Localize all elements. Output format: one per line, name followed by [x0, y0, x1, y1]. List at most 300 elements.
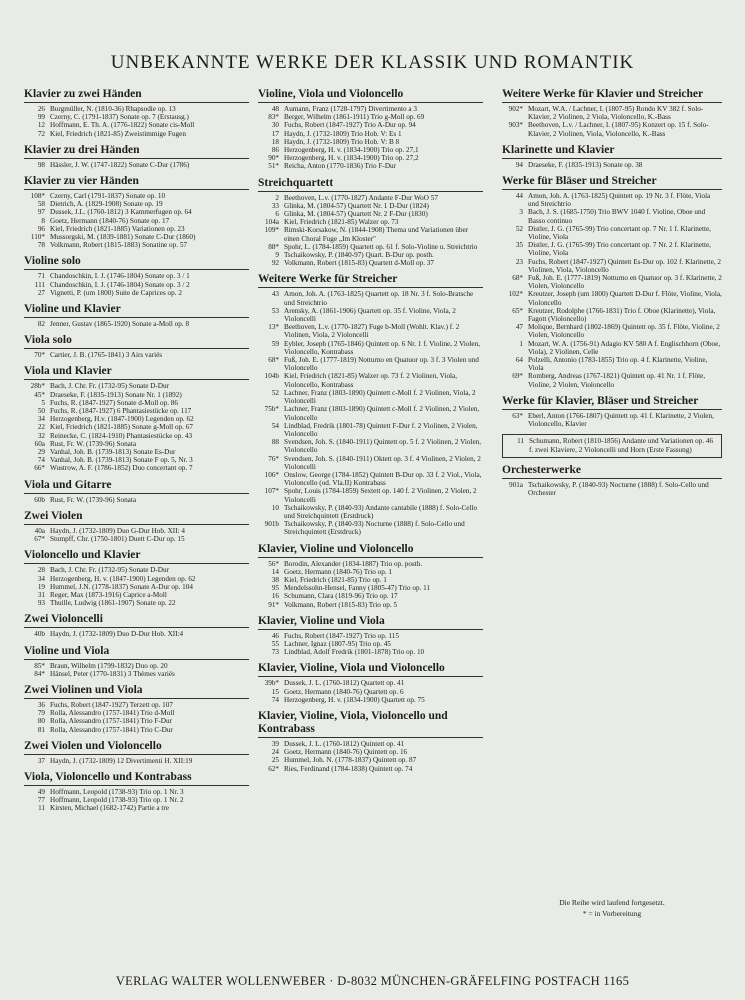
catalog-entry — [24, 399, 249, 407]
entry-text: Hummel, Joh. N. (1778-1837) Quintett op. 87 — [284, 756, 417, 765]
catalog-entry — [502, 323, 722, 339]
catalog-entry — [258, 592, 483, 600]
catalog-entry — [258, 210, 483, 218]
catalog-entry — [258, 356, 483, 372]
entry-text: Glinka, M. (1804-57) Quartett Nr. 2 F-Dur (1830) — [284, 210, 428, 219]
entry-number: 74 — [271, 695, 279, 704]
entry-text: Fuchs, R. (1847-1927) 6 Phantasiestücke op. 117 — [50, 407, 192, 416]
catalog-entry — [24, 591, 249, 599]
catalog-entry — [258, 259, 483, 267]
entry-text: Hässler, J. W. (1747-1822) Sonate C-Dur (1786) — [50, 160, 190, 169]
entry-text: Haydn, J. (1732-1809) Trio Hob. V: B 8 — [284, 137, 400, 146]
entry-number: 28b* — [30, 382, 45, 391]
entry-number: 79 — [37, 709, 45, 718]
catalog-entry — [24, 566, 249, 574]
entry-text: Polzelli, Antonio (1783-1855) Trio op. 4 f. Klarinette, Violine, Viola — [528, 356, 708, 373]
catalog-entry — [24, 709, 249, 717]
entry-number: 68* — [268, 356, 279, 365]
entry-text: Haydn, J. (1732-1809) Duo D-Dur Hob. XII:4 — [50, 630, 184, 639]
catalog-entry — [258, 372, 483, 388]
catalog-entry — [24, 575, 249, 583]
catalog-entry — [258, 576, 483, 584]
entry-text: Molique, Bernhard (1802-1869) Quintett op. 35 f. Flöte, Violine, 2 Violen, Violoncello — [528, 323, 720, 340]
catalog-entry — [258, 340, 483, 356]
entry-text: Rolla, Alessandro (1757-1841) Trio F-Dur — [50, 717, 172, 726]
entry-number: 901b — [264, 520, 279, 529]
catalog-entry — [258, 756, 483, 764]
entry-text: Bach, J. Chr. Fr. (1732-95) Sonate D-Dur — [50, 382, 169, 391]
entry-text: Tschaikowsky, P. (1840-97) Quart. B-Dur op. posth. — [284, 251, 434, 260]
catalog-entry — [24, 717, 249, 725]
entry-number: 70* — [34, 351, 45, 360]
catalog-entry — [258, 154, 483, 162]
entry-number: 30 — [271, 121, 279, 130]
catalog-entry — [258, 438, 483, 454]
entry-text: Fuchs, Robert (1847-1927) Trio op. 115 — [284, 631, 399, 640]
entry-text: Lachner, Franz (1803-1890) Quintett c-Moll f. 2 Violinen, Viola, 2 Violoncelli — [284, 388, 476, 406]
catalog-entry — [24, 535, 249, 543]
catalog-entry — [258, 765, 483, 773]
entry-number: 25 — [271, 756, 279, 765]
catalog-entry — [24, 456, 249, 464]
entry-text: Haydn, J. (1732-1809) Duo G-Dur Hob. XII: 4 — [50, 526, 185, 535]
series-note: Die Reihe wird laufend fortgesetzt. — [559, 898, 665, 907]
section-title: Viola solo — [24, 334, 249, 349]
catalog-entry — [24, 233, 249, 241]
catalog-section — [24, 740, 249, 765]
catalog-section — [502, 464, 722, 497]
entry-number: 49 — [37, 787, 45, 796]
entry-number: 40b — [34, 630, 45, 639]
entry-number: 84* — [34, 669, 45, 678]
entry-text: Stumpff, Chr. (1750-1801) Duett C-Dur op. 15 — [50, 535, 185, 544]
entry-number: 43 — [271, 290, 279, 299]
catalog-entry — [24, 432, 249, 440]
entry-text: Rust, Fr. W. (1739-96) Sonata — [50, 495, 137, 504]
catalog-section — [258, 710, 483, 773]
entry-text: Kirsten, Michael (1682-1742) Partie a tre — [50, 804, 169, 813]
catalog-entry — [24, 130, 249, 138]
entry-text: Volkmann, Robert (1815-83) Quartett d-Moll op. 37 — [284, 259, 434, 268]
catalog-column-1 — [24, 88, 249, 819]
entry-text: Mozart, W.A. / Lachner, I. (1807-95) Rondo KV 382 f. Solo-Klavier, 2 Violinen, 2 Viola, Violoncello, K.-Bass — [528, 105, 704, 122]
catalog-entry — [24, 105, 249, 113]
catalog-entry — [24, 583, 249, 591]
entry-number: 77 — [37, 796, 45, 805]
entry-text: Beethoven, L.v. (1770-1827) Fuge b-Moll (Wohlt. Klav.) f. 2 Violinen, Viola, 2 Violoncelli — [284, 323, 460, 340]
entry-text: Reicha, Anton (1770-1836) Trio F-Dur — [284, 162, 397, 171]
entry-number: 34 — [37, 574, 45, 583]
entry-number: 1 — [519, 339, 523, 348]
catalog-entry — [258, 487, 483, 503]
entry-text: Amon, Joh. A. (1763-1825) Quintett op. 19 Nr. 3 f. Flöte, Viola und Streichtrio — [528, 192, 711, 209]
entry-number: 22 — [37, 423, 45, 432]
catalog-section — [24, 255, 249, 297]
entry-text: Spohr, Louis (1784-1859) Sextett op. 140 f. 2 Violinen, 2 Violen, 2 Violoncelli — [284, 487, 477, 504]
entry-number: 60b — [34, 495, 45, 504]
section-title: Zwei Violinen und Viola — [24, 684, 249, 699]
entry-number: 104a — [265, 218, 279, 227]
entry-number: 90* — [268, 154, 279, 163]
entry-text: Kreutzer, Rodolphe (1766-1831) Trio f. Oboe (Klarinette), Viola, Fagott (Violoncello) — [528, 306, 716, 324]
entry-text: Haydn, J. (1732-1809) 12 Divertimenti H. XII:19 — [50, 756, 193, 765]
entry-number: 46 — [271, 631, 279, 640]
entry-number: 67* — [34, 535, 45, 544]
entry-number: 85* — [34, 661, 45, 670]
entry-text: Berger, Wilhelm (1861-1911) Trio g-Moll op. 69 — [284, 113, 425, 122]
entry-number: 29 — [37, 448, 45, 457]
entry-text: Rust, Fr. W. (1739-96) Sonata — [50, 439, 137, 448]
entry-text: Rolla, Alessandro (1757-1841) Trio d-Moll — [50, 709, 175, 718]
entry-text: Hoffmann, E. Th. A. (1776-1822) Sonate cis-Moll — [50, 121, 195, 130]
entry-text: Dietrich, A. (1829-1908) Sonate op. 19 — [50, 200, 163, 209]
entry-number: 27 — [37, 288, 45, 297]
section-title: Zwei Violoncelli — [24, 613, 249, 628]
entry-text: Reger, Max (1873-1916) Caprice a-Moll — [50, 590, 167, 599]
entry-number: 76* — [268, 454, 279, 463]
catalog-entry — [258, 640, 483, 648]
entry-text: Herzogenberg, H.v. (1847-1900) Legenden op. 62 — [50, 415, 194, 424]
entry-text: Svendsen, Joh. S. (1840-1911) Oktett op. 3 f. 4 Violinen, 2 Violen, 2 Violoncelli — [284, 454, 481, 471]
entry-text: Herzogenberg, H. v. (1834-1900) Quartett op. 75 — [284, 695, 425, 704]
section-title: Weitere Werke für Streicher — [258, 273, 483, 288]
entry-number: 903* — [508, 121, 523, 130]
catalog-entry — [258, 194, 483, 202]
catalog-entry — [502, 225, 722, 241]
entry-text: Tschaikowsky, P. (1840-93) Nocturne (1888) f. Solo-Cello und Orchester — [528, 480, 709, 497]
catalog-entry — [24, 281, 249, 289]
catalog-entry — [258, 121, 483, 129]
entry-number: 31 — [37, 590, 45, 599]
entry-text: Spohr, L. (1784-1859) Quartett op. 61 f. Solo-Violine u. Streichtrio — [284, 242, 478, 251]
catalog-entry — [502, 161, 722, 169]
entry-text: Goetz, Hermann (1840-76) Sonate op. 17 — [50, 216, 170, 225]
catalog-entry — [502, 192, 722, 208]
catalog-entry — [24, 320, 249, 328]
entry-text: Glinka, M. (1804-57) Quartett Nr. 1 D-Dur (1824) — [284, 201, 429, 210]
entry-text: Jenner, Gustav (1865-1920) Sonate a-Moll op. 8 — [50, 320, 190, 329]
catalog-entry — [502, 241, 722, 257]
entry-number: 104b — [264, 372, 279, 381]
entry-text: Fuß, Joh. E. (1777-1819) Notturno en Quatuor op. 3 f. 3 Violen und Violoncello — [284, 356, 479, 373]
catalog-entry — [258, 560, 483, 568]
entry-text: Schumann, Clara (1819-96) Trio op. 17 — [284, 592, 398, 601]
catalog-section — [24, 175, 249, 249]
catalog-entry — [24, 113, 249, 121]
entry-number: 26 — [37, 105, 45, 113]
catalog-entry — [258, 105, 483, 113]
entry-number: 16 — [271, 592, 279, 601]
catalog-entry — [502, 307, 722, 323]
entry-number: 94 — [515, 160, 523, 169]
catalog-section — [258, 177, 483, 268]
catalog-entry — [24, 407, 249, 415]
entry-number: 82 — [37, 320, 45, 329]
catalog-entry — [502, 356, 722, 372]
catalog-entry — [502, 481, 722, 497]
catalog-entry — [258, 243, 483, 251]
entry-text: Draeseke, F. (1835-1913) Sonate Nr. 1 (1892) — [50, 390, 182, 399]
catalog-column-3 — [502, 88, 722, 503]
catalog-entry — [24, 804, 249, 812]
section-title: Violoncello und Klavier — [24, 549, 249, 564]
section-title: Weitere Werke für Klavier und Streicher — [502, 88, 722, 103]
entry-number: 34 — [37, 415, 45, 424]
section-title: Viola und Gitarre — [24, 479, 249, 494]
entry-text: Haydn, J. (1732-1809) Trio Hob. V: Es 1 — [284, 129, 402, 138]
catalog-section — [258, 273, 483, 536]
catalog-entry — [24, 272, 249, 280]
entry-text: Herzogenberg, H. v. (1834-1900) Trio op. 27,2 — [284, 154, 419, 163]
catalog-section — [24, 771, 249, 813]
entry-text: Thuille, Ludwig (1861-1907) Sonate op. 22 — [50, 599, 176, 608]
catalog-entry — [24, 788, 249, 796]
catalog-entry — [24, 496, 249, 504]
entry-number: 47 — [515, 323, 523, 332]
catalog-entry — [258, 138, 483, 146]
catalog-entry — [24, 527, 249, 535]
catalog-entry — [24, 757, 249, 765]
catalog-section — [24, 549, 249, 607]
catalog-section — [24, 365, 249, 472]
catalog-entry — [24, 121, 249, 129]
section-title: Werke für Klavier, Bläser und Streicher — [502, 395, 722, 410]
catalog-entry — [24, 423, 249, 431]
catalog-entry — [24, 351, 249, 359]
entry-number: 91* — [268, 600, 279, 609]
catalog-entry — [502, 290, 722, 306]
entry-text: Vanhal, Joh. B. (1739-1813) Sonate F op. 5, Nr. 3 — [50, 456, 193, 465]
entry-text: Rimski-Korsakow, N. (1844-1908) Thema und Variationen über einen Choral Fuge „Im Kloster" — [284, 226, 469, 243]
entry-number: 39 — [271, 739, 279, 748]
catalog-entry — [258, 471, 483, 487]
catalog-entry — [258, 568, 483, 576]
entry-text: Hummel, J.N. (1778-1837) Sonate A-Dur op. 104 — [50, 582, 193, 591]
entry-number: 39b* — [264, 679, 279, 688]
catalog-entry — [502, 372, 722, 388]
entry-number: 12 — [37, 121, 45, 130]
catalog-section — [24, 334, 249, 359]
entry-number: 32 — [37, 431, 45, 440]
entry-text: Mussorgski, M. (1839-1881) Sonate C-Dur (1860) — [50, 233, 196, 242]
entry-text: Fuchs, Robert (1847-1927) Trio A-Dur op. 94 — [284, 121, 416, 130]
entry-number: 11 — [517, 437, 524, 446]
entry-text: Onslow, George (1784-1852) Quintett B-Dur op. 33 f. 2 Viol., Viola, Violoncello (od. Vla.II) Kontrabass — [284, 470, 482, 488]
catalog-section — [24, 144, 249, 169]
entry-text: Herzogenberg, H. v. (1847-1900) Legenden op. 62 — [50, 574, 196, 583]
entry-number: 23 — [515, 257, 523, 266]
entry-text: Vanhal, Joh. B. (1739-1813) Sonate Es-Dur — [50, 448, 176, 457]
entry-text: Chandoschkin, I. J. (1746-1804) Sonate op. 3 / 1 — [50, 272, 190, 281]
section-title: Klarinette und Klavier — [502, 144, 722, 159]
section-title: Violine und Viola — [24, 645, 249, 660]
catalog-entry — [258, 405, 483, 421]
catalog-entry — [502, 105, 722, 121]
catalog-section — [24, 88, 249, 138]
catalog-entry — [24, 599, 249, 607]
catalog-entry — [24, 662, 249, 670]
entry-number: 38 — [271, 575, 279, 584]
entry-number: 64 — [515, 356, 523, 365]
catalog-entry — [24, 415, 249, 423]
entry-text: Lindblad, Fredrik (1801-78) Quintett F-Dur f. 2 Violinen, 2 Violen, Violoncello — [284, 421, 478, 438]
entry-number: 62* — [268, 764, 279, 773]
entry-number: 74 — [37, 456, 45, 465]
entry-text: Volkmann, Robert (1815-83) Trio op. 5 — [284, 600, 398, 609]
entry-number: 8 — [41, 216, 45, 225]
catalog-entry — [258, 422, 483, 438]
entry-number: 69* — [512, 372, 523, 381]
entry-number: 81 — [37, 725, 45, 734]
entry-number: 86 — [271, 146, 279, 155]
entry-number: 15 — [271, 687, 279, 696]
section-title: Zwei Violen und Violoncello — [24, 740, 249, 755]
entry-number: 66* — [34, 464, 45, 473]
entry-text: Fuchs, R. (1847-1927) Sonate d-Moll op. 86 — [50, 398, 178, 407]
entry-text: Lachner, Franz (1803-1890) Quintett c-Moll f. 2 Violinen, 2 Violen, Violoncello — [284, 405, 480, 422]
entry-text: Eberl, Anton (1766-1807) Quintett op. 41 f. Klarinette, 2 Violen, Violoncello, Klavier — [528, 411, 714, 429]
entry-text: Kiel, Friedrich (1821-85) Walzer op. 73 f. 2 Violinen, Viola, Violoncello, Kontrabass — [284, 372, 458, 389]
entry-number: 33 — [271, 201, 279, 210]
entry-text: Arensky, A. (1861-1906) Quartett op. 35 f. Violine, Viola, 2 Violoncelli — [284, 306, 456, 324]
entry-number: 2 — [275, 193, 279, 202]
entry-number: 11 — [38, 804, 45, 813]
entry-number: 17 — [271, 129, 279, 138]
entry-text: Dussek, J.L. (1760-1812) 3 Kammerfugen op. 64 — [50, 208, 192, 217]
section-title: Viola und Klavier — [24, 365, 249, 380]
entry-number: 18 — [271, 137, 279, 146]
catalog-entry — [258, 520, 483, 536]
entry-number: 71 — [37, 272, 45, 281]
catalog-section — [258, 543, 483, 609]
entry-number: 102* — [508, 290, 523, 299]
entry-text: Lachner, Ignaz (1807-95) Trio op. 45 — [284, 639, 391, 648]
entry-text: Tschaikowsky, P. (1840-93) Nocturne (1888) f. Solo-Cello und Streichquintett (Erstdruck) — [284, 520, 465, 537]
catalog-section — [24, 510, 249, 543]
catalog-entry — [502, 412, 722, 428]
catalog-entry — [24, 161, 249, 169]
entry-text: Hoffmann, Leopold (1738-93) Trio op. 1 Nr. 3 — [50, 787, 184, 796]
entry-number: 88* — [268, 242, 279, 251]
entry-number: 92 — [271, 259, 279, 268]
entry-number: 99 — [37, 113, 45, 122]
entry-number: 110* — [30, 233, 45, 242]
section-title: Klavier zu zwei Händen — [24, 88, 249, 103]
entry-text: Volkmann, Robert (1815-1883) Sonatine op. 57 — [50, 241, 188, 250]
catalog-entry — [258, 218, 483, 226]
catalog-section — [258, 615, 483, 657]
entry-text: Goetz, Hermann (1840-76) Quartett op. 6 — [284, 687, 404, 696]
entry-text: Eybler, Joseph (1765-1846) Quintett op. 6 Nr. 1 f. Violine, 2 Violen, Violoncello, Kontrabass — [284, 339, 481, 356]
catalog-entry — [24, 796, 249, 804]
entry-number: 52 — [515, 224, 523, 233]
catalog-entry — [258, 307, 483, 323]
catalog-entry — [24, 200, 249, 208]
notes-block — [502, 896, 722, 918]
catalog-entry — [24, 225, 249, 233]
entry-text: Svendsen, Joh. S. (1840-1911) Quintett op. 5 f. 2 Violinen, 2 Violen, Violoncello — [284, 438, 482, 455]
entry-text: Kiel, Friedrich (1821-85) Zweistimmige Fugen — [50, 129, 186, 138]
entry-number: 72 — [37, 129, 45, 138]
entry-number: 45* — [34, 390, 45, 399]
section-title: Violine solo — [24, 255, 249, 270]
entry-number: 37 — [37, 756, 45, 765]
catalog-entry — [24, 630, 249, 638]
catalog-entry — [503, 437, 719, 453]
entry-text: Beethoven, L.v. (1770-1827) Andante F-Dur WoO 57 — [284, 193, 438, 202]
catalog-column-2 — [258, 88, 483, 779]
catalog-entry — [258, 679, 483, 687]
entry-number: 108* — [30, 192, 45, 201]
catalog-entry — [258, 251, 483, 259]
catalog-entry — [502, 121, 722, 137]
entry-text: Borodin, Alexander (1834-1887) Trio op. posth. — [284, 559, 423, 568]
section-title: Werke für Bläser und Streicher — [502, 175, 722, 190]
catalog-section — [258, 88, 483, 171]
catalog-entry — [258, 688, 483, 696]
catalog-entry — [502, 208, 722, 224]
entry-number: 48 — [271, 105, 279, 113]
catalog-entry — [258, 389, 483, 405]
catalog-entry — [24, 289, 249, 297]
entry-text: Lindblad, Adolf Fredrik (1801-1878) Trio op. 10 — [284, 648, 425, 657]
catalog-section — [258, 662, 483, 704]
entry-number: 83* — [268, 113, 279, 122]
entry-number: 109* — [264, 226, 279, 235]
entry-text: Distler, J. G. (1765-99) Trio concertant op. 7 Nr. 2 f. Klarinette, Violine, Viola — [528, 241, 711, 258]
entry-text: Dussek, J. L. (1760-1812) Quintett op. 41 — [284, 739, 405, 748]
entry-text: Schumann, Robert (1810-1856) Andante und Variationen op. 46 f. zwei Klaviere, 2 Violoncelli und Horn (Erste Fassung) — [529, 437, 714, 454]
entry-text: Burgmüller, N. (1810-36) Rhapsodie op. 13 — [50, 105, 176, 113]
entry-text: Hoffmann, Leopold (1738-93) Trio op. 1 Nr. 2 — [50, 796, 184, 805]
catalog-section — [24, 479, 249, 504]
entry-text: Tschaikowsky, P. (1840-93) Andante cantabile (1888) f. Solo-Cello und Streichquintett (Erstdruck) — [284, 503, 478, 520]
entry-number: 28 — [37, 566, 45, 575]
entry-number: 80 — [37, 717, 45, 726]
catalog-entry — [258, 584, 483, 592]
entry-text: Rolla, Alessandro (1757-1841) Trio C-Dur — [50, 725, 173, 734]
entry-text: Ries, Ferdinand (1784-1838) Quintett op. 74 — [284, 764, 413, 773]
entry-text: Kiel, Friedrich (1821-1885) Variationen op. 23 — [50, 224, 185, 233]
entry-number: 59 — [271, 339, 279, 348]
entry-text: Fuß, Joh. E. (1777-1819) Notturno en Quatuor op. 3 f. Klarinette, 2 Violen, Violoncello — [528, 274, 722, 291]
catalog-section — [502, 144, 722, 169]
catalog-entry — [258, 290, 483, 306]
entry-text: Czerny, C. (1791-1837) Sonate op. 7 (Erstausg.) — [50, 113, 189, 122]
entry-number: 111 — [34, 280, 45, 289]
catalog-entry — [24, 726, 249, 734]
catalog-entry — [258, 455, 483, 471]
entry-number: 95 — [271, 584, 279, 593]
section-title: Zwei Violen — [24, 510, 249, 525]
catalog-entry — [24, 701, 249, 709]
entry-text: Aumann, Franz (1728-1797) Divertimento a 3 — [284, 105, 417, 113]
catalog-entry — [24, 670, 249, 678]
entry-text: Romberg, Andreas (1767-1821) Quintett op. 41 Nr. 1 f. Flöte, Violine, 2 Violen, Violoncello — [528, 372, 706, 389]
section-title: Viola, Violoncello und Kontrabass — [24, 771, 249, 786]
catalog-entry — [502, 274, 722, 290]
catalog-entry — [258, 748, 483, 756]
catalog-entry — [24, 440, 249, 448]
entry-text: Dussek, J. L. (1760-1812) Quartett op. 41 — [284, 679, 405, 688]
entry-number: 36 — [37, 700, 45, 709]
entry-number: 98 — [37, 160, 45, 169]
entry-number: 6 — [275, 210, 279, 219]
section-title: Violine, Viola und Violoncello — [258, 88, 483, 103]
entry-number: 40a — [34, 526, 45, 535]
catalog-title: UNBEKANNTE WERKE DER KLASSIK UND ROMANTIK — [110, 52, 635, 73]
catalog-entry — [258, 504, 483, 520]
